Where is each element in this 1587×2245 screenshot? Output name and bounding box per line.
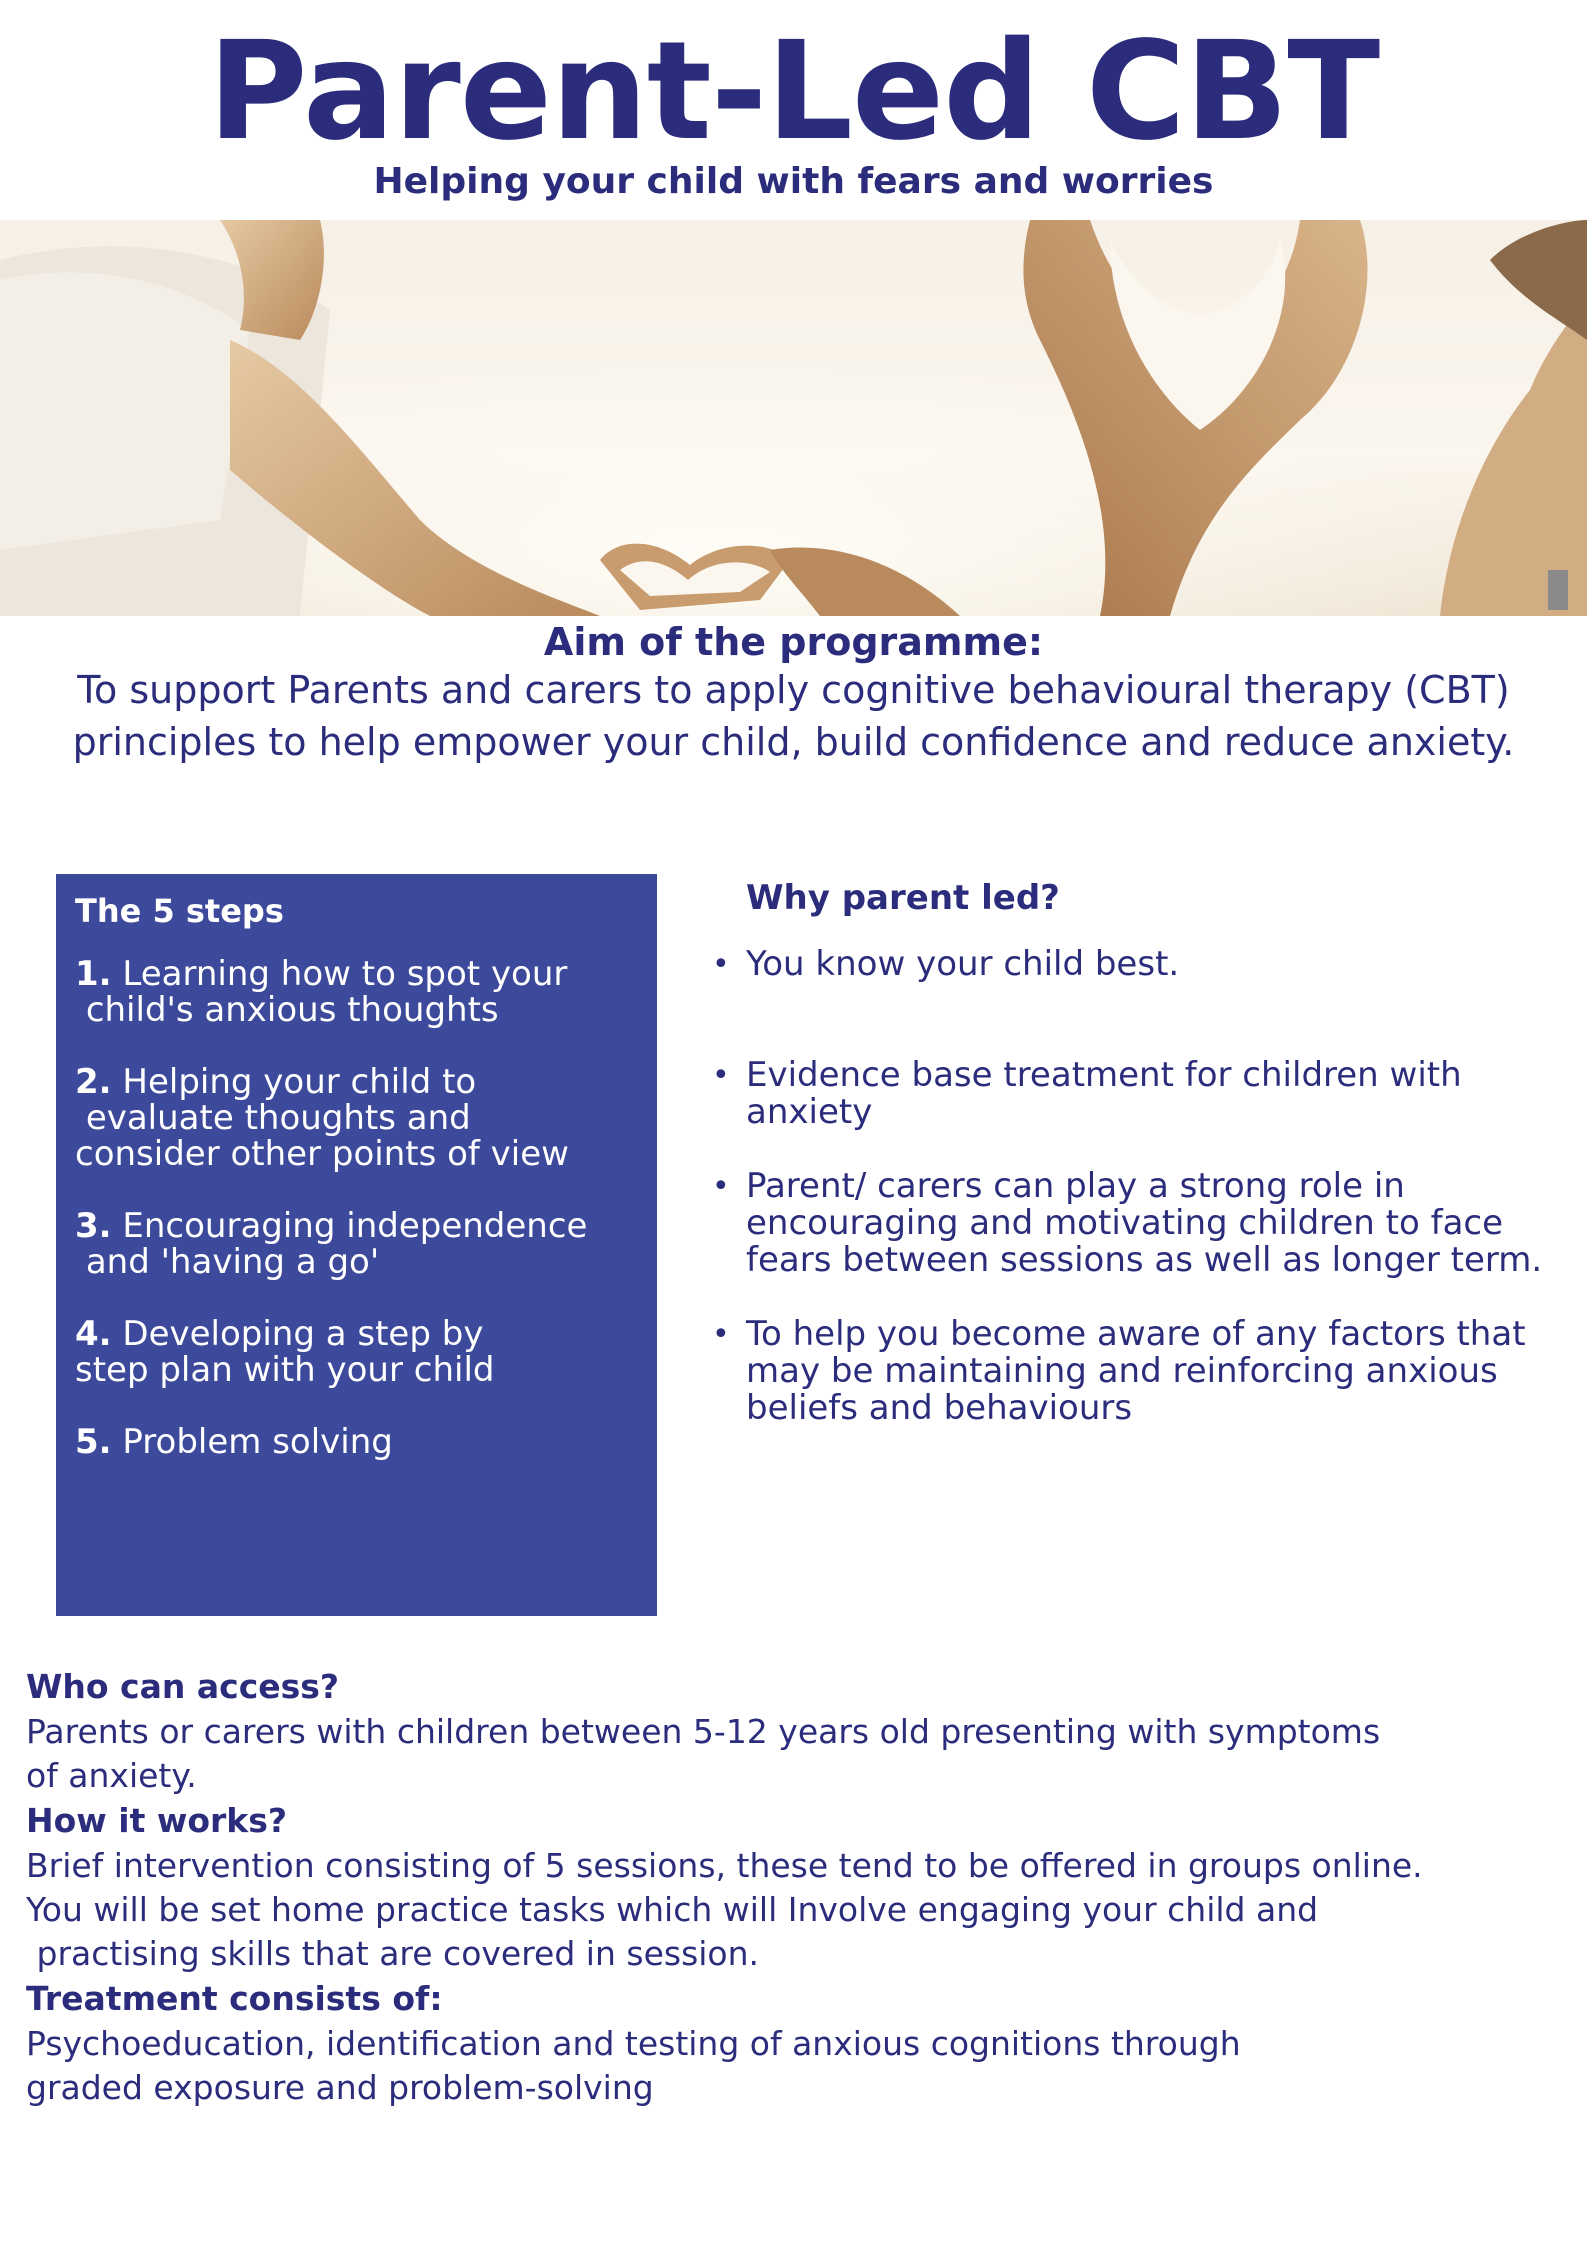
list-item xyxy=(712,1316,1552,1427)
access-text: Parents or carers with children between 5-12 years old presenting with symptoms of anxiety. xyxy=(26,1712,1381,1795)
how-text: Brief intervention consisting of 5 sessions, these tend to be offered in groups online. You will be set home practice tasks which will Involve engaging your child and practising skills that are covered in session. xyxy=(26,1846,1423,1973)
list-item xyxy=(712,1057,1552,1131)
step-text: Learning how to spot your child's anxious thoughts xyxy=(85,954,568,1030)
bullet-icon: • xyxy=(712,1317,730,1352)
treatment-heading: Treatment consists of: xyxy=(26,1979,443,2018)
how-heading: How it works? xyxy=(26,1801,288,1840)
why-parent-led-section xyxy=(712,872,1552,1427)
bullet-icon: • xyxy=(712,947,730,982)
five-steps-box xyxy=(56,874,657,1616)
details-section xyxy=(26,1664,1566,2110)
step-item xyxy=(75,1316,657,1388)
steps-title: The 5 steps xyxy=(75,892,284,930)
treatment-text: Psychoeducation, identification and testing of anxious cognitions through graded exposure and problem-solving xyxy=(26,2024,1241,2107)
hero-image xyxy=(0,220,1587,616)
aim-heading: Aim of the programme: xyxy=(543,620,1044,664)
page-title: Parent-Led CBT xyxy=(207,13,1380,171)
step-number: 1. xyxy=(75,954,112,994)
step-item xyxy=(75,1208,657,1280)
access-heading: Who can access? xyxy=(26,1667,340,1706)
why-item-text: Parent/ carers can play a strong role in encouraging and motivating children to face fears between sessions as well as longer term. xyxy=(746,1166,1543,1280)
why-item-text: To help you become aware of any factors that may be maintaining and reinforcing anxious beliefs and behaviours xyxy=(746,1314,1526,1428)
step-number: 2. xyxy=(75,1062,112,1102)
step-text: Developing a step by step plan with your child xyxy=(75,1314,495,1390)
hands-heart-photo xyxy=(0,220,1587,616)
list-item xyxy=(712,946,1552,983)
page-subtitle: Helping your child with fears and worries xyxy=(373,161,1214,202)
why-list xyxy=(712,946,1552,1427)
step-text: Encouraging independence and 'having a go' xyxy=(85,1206,588,1282)
step-number: 5. xyxy=(75,1422,112,1462)
step-item xyxy=(75,956,657,1028)
why-title: Why parent led? xyxy=(746,878,1060,918)
why-item-text: Evidence base treatment for children with anxiety xyxy=(746,1055,1462,1132)
step-item xyxy=(75,1064,657,1172)
bullet-icon: • xyxy=(712,1058,730,1093)
bullet-icon: • xyxy=(712,1169,730,1204)
step-number: 4. xyxy=(75,1314,112,1354)
step-text: Problem solving xyxy=(111,1422,393,1462)
step-number: 3. xyxy=(75,1206,112,1246)
aim-text: To support Parents and carers to apply cognitive behavioural therapy (CBT) principles to help empower your child, build confidence and reduce anxiety. xyxy=(72,668,1515,764)
step-item xyxy=(75,1424,657,1460)
step-text: Helping your child to evaluate thoughts and consider other points of view xyxy=(75,1062,569,1174)
why-item-text: You know your child best. xyxy=(746,944,1180,984)
list-item xyxy=(712,1168,1552,1279)
